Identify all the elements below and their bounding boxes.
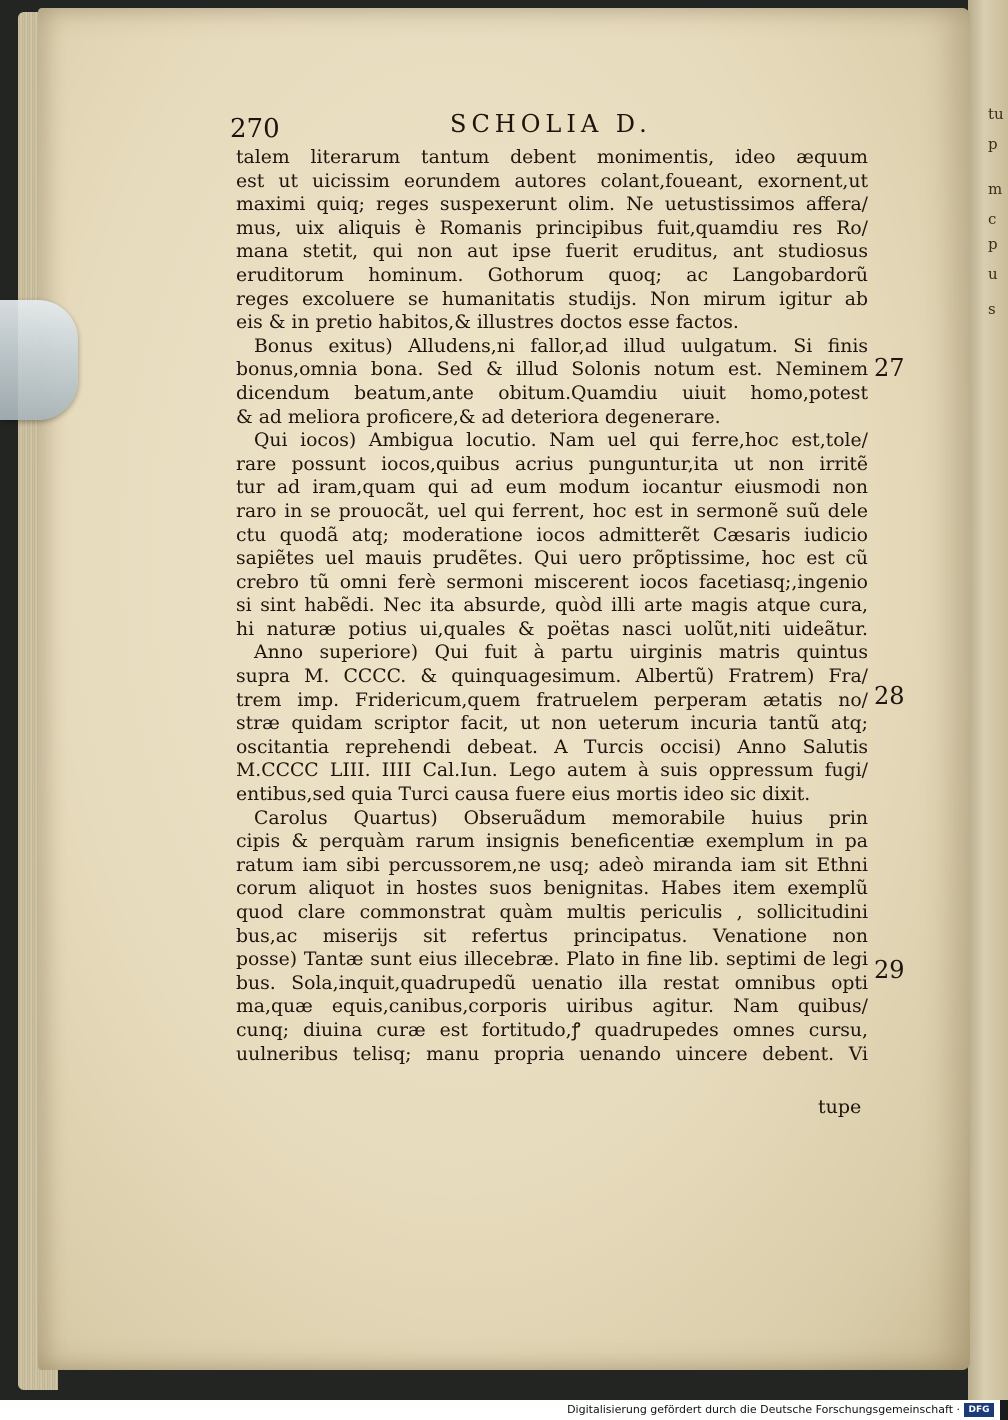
- text-line: bonus,omnia bona. Sed & illud Solonis notum est. Neminem: [236, 359, 868, 381]
- margin-number: 29: [874, 956, 905, 984]
- text-line: & ad meliora proficere,& ad deteriora degenerare.: [236, 406, 721, 428]
- text-line: talem literarum tantum debent monimentis, ideo æquum: [236, 147, 868, 168]
- footer-credit: Digitalisierung gefördert durch die Deutsche Forschungsgemeinschaft ·: [567, 1403, 960, 1416]
- text-line: eruditorum hominum. Gothorum quoq; ac Langobardorũ: [236, 264, 868, 286]
- margin-number: 27: [874, 354, 905, 382]
- text-line: maximi quiq; reges suspexerunt olim. Ne uetustissimos affera/: [236, 194, 868, 216]
- facing-page-text: m: [988, 180, 1003, 198]
- text-line: oscitantia reprehendi debeat. A Turcis occisi) Anno Salutis: [236, 736, 868, 758]
- text-line: trem imp. Fridericum,quem fratruelem perperam ætatis no/: [236, 689, 868, 711]
- text-line: crebro tũ omni ferè sermoni miscerent iocos facetiasq;,ingenio: [236, 571, 868, 593]
- text-line: cunq; diuina curæ est fortitudo,ꝭ quadrupedes omnes cursu,: [236, 1019, 868, 1041]
- dfg-logo-icon: DFG: [964, 1403, 994, 1417]
- facing-page-text: s: [988, 300, 996, 318]
- text-line: rare possunt iocos,quibus acrius punguntur,ita ut non irritẽ: [236, 453, 868, 475]
- facing-page-text: p: [988, 135, 998, 153]
- text-line: ratum iam sibi percussorem,ne usq; adeò miranda iam sit Ethni: [236, 854, 868, 876]
- facing-page-text: c: [988, 210, 997, 228]
- text-line: corum aliquot in hostes suos benignitas. Habes item exemplũ: [236, 878, 868, 900]
- text-line: raro in se prouocãt, uel qui ferrent, hoc est in sermonẽ suũ dele: [236, 500, 868, 522]
- text-line: si sint habẽdi. Nec ita absurde, quòd illi arte magis atque cura,: [236, 595, 868, 617]
- page-clip: [0, 300, 78, 420]
- text-line: stræ quidam scriptor facit, ut non ueterum incuria tantũ atq;: [236, 713, 868, 735]
- facing-page-text: tu: [988, 105, 1004, 123]
- text-line: mus, uix aliquis è Romanis principibus fuit,quamdiu res Ro/: [236, 217, 868, 239]
- running-head: [230, 110, 890, 144]
- text-line: eis & in pretio habitos,& illustres doctos esse factos.: [236, 312, 739, 334]
- text-line: entibus,sed quia Turci causa fuere eius mortis ideo sic dixit.: [236, 784, 811, 806]
- text-line: reges excoluere se humanitatis studijs. Non mirum igitur ab: [236, 288, 868, 310]
- text-line: uulneribus telisq; manu propria uenando uincere debent. Vi: [236, 1043, 868, 1065]
- facing-page-text: u: [988, 265, 998, 283]
- text-line: mana stetit, qui non aut ipse fuerit eruditus, ant studiosus: [236, 241, 868, 263]
- text-line: quod clare commonstrat quàm multis periculis , sollicitudini: [236, 902, 868, 923]
- text-line: cipis & perquàm rarum insignis beneficentiæ exemplum in pa: [236, 831, 868, 853]
- text-line: supra M. CCCC. & quinquagesimum. Albertũ) Fratrem) Fra/: [236, 666, 868, 688]
- text-line: Bonus exitus) Alludens,ni fallor,ad illud uulgatum. Si finis: [254, 335, 868, 357]
- catchword: tupe: [818, 1096, 862, 1118]
- text-line: posse) Tantæ sunt eius illecebræ. Plato in fine lib. septimi de legi: [236, 949, 868, 971]
- text-block: [236, 146, 868, 1066]
- facing-page-text: p: [988, 235, 998, 253]
- running-head-title: SCHOLIA D.: [450, 110, 652, 138]
- page-number: 270: [230, 114, 280, 144]
- margin-number: 28: [874, 682, 905, 710]
- text-line: sapiẽtes uel mauis prudẽtes. Qui uero prõptissime, hoc est cũ: [236, 548, 868, 570]
- text-line: dicendum beatum,ante obitum.Quamdiu uiuit homo,potest: [236, 382, 868, 404]
- text-line: ctu quodã atq; moderatione iocos admitterẽt Cæsaris iudicio: [236, 524, 868, 546]
- text-line: M.CCCC LIII. IIII Cal.Iun. Lego autem à suis oppressum fugi/: [236, 760, 868, 782]
- text-line: Carolus Quartus) Obseruãdum memorabile huius prin: [254, 807, 868, 829]
- text-line: hi naturæ potius ui,quales & poëtas nasci uolũt,niti uideãtur.: [236, 618, 868, 640]
- text-line: bus,ac miserijs sit refertus principatus. Venatione non: [236, 925, 868, 947]
- text-line: Anno superiore) Qui fuit à partu uirginis matris quintus: [254, 642, 868, 664]
- text-line: tur ad iram,quam qui ad eum modum iocantur eiusmodi non: [236, 477, 868, 499]
- text-line: est ut uicissim eorundem autores colant,foueant, exornent,ut: [236, 170, 868, 192]
- text-line: Qui iocos) Ambigua locutio. Nam uel qui ferre,hoc est,tole/: [254, 430, 868, 452]
- text-line: bus. Sola,inquit,quadrupedũ uenatio illa restat omnibus opti: [236, 972, 868, 994]
- text-line: ma,quæ equis,canibus,corporis uiribus agitur. Nam quibus/: [236, 996, 868, 1018]
- digitization-footer: [0, 1400, 1000, 1420]
